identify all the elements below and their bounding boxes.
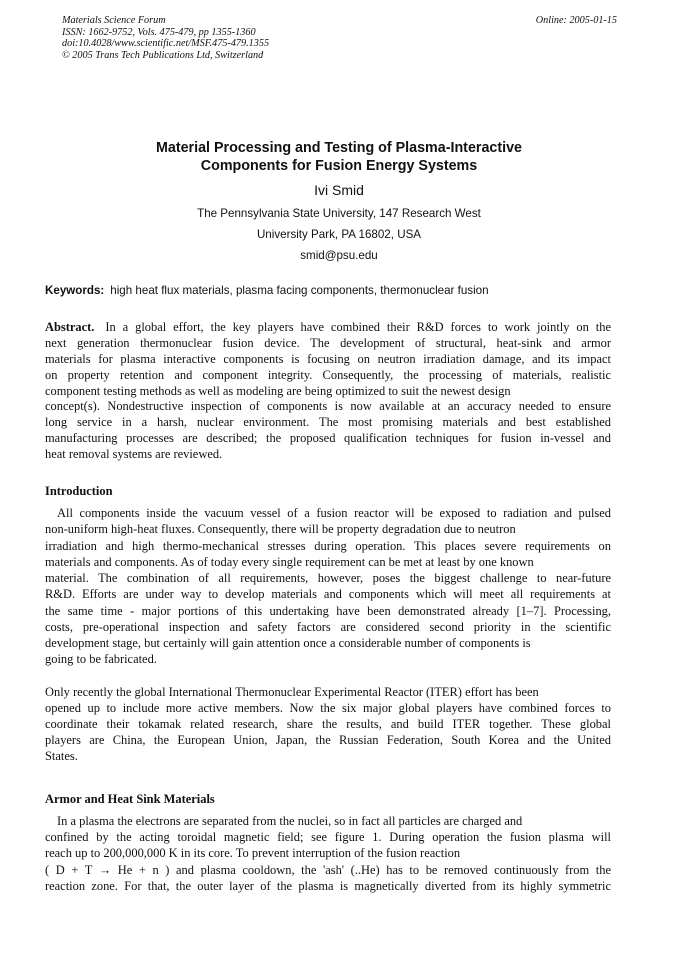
affiliation-line-1: The Pennsylvania State University, 147 Research West: [197, 207, 481, 220]
armor-line: reach up to 200,000,000 K in its core. To prevent interruption of the fusion reaction: [45, 846, 461, 861]
abstract-line: heat removal systems are reviewed.: [45, 447, 223, 462]
abstract-line: manufacturing processes are described; the proposed qualification techniques for fusion in-vessel and: [45, 431, 611, 446]
intro-line: R&D. Efforts are under way to develop materials and components which will meet all requirements at: [45, 587, 611, 602]
intro-line: materials and components. As of today every single requirement can be met at least by one known: [45, 554, 534, 569]
intro-line: coordinate their tokamak related research, share the results, and build ITER together. These global: [45, 716, 611, 731]
abstract-line: on property retention and component integrity. Consequently, the processing of materials, realistic: [45, 367, 611, 382]
armor-paragraph: [45, 813, 611, 894]
doi: doi:10.4028/www.scientific.net/MSF.475-479.1355: [62, 38, 270, 50]
armor-line: ( D + T → He + n ) and plasma cooldown, the 'ash' (..He) has to be removed continuously from the: [45, 862, 611, 877]
intro-line: development stage, but certainly will gain attention once a considerable number of components is: [45, 636, 531, 650]
author-email: smid@psu.edu: [300, 249, 378, 262]
intro-line: the same time - major portions of this undertaking have been demonstrated already [1–7]. Processing,: [45, 603, 611, 618]
online-date: Online: 2005-01-15: [535, 15, 617, 26]
abstract-label: Abstract.: [45, 320, 95, 334]
abstract-line: component testing methods as well as modeling are being optimized to suit the newest design: [45, 383, 511, 398]
intro-line: opened up to include more active members. Now the six major global players have combined forces to: [45, 700, 611, 715]
armor-line: reaction zone. For that, the outer layer of the plasma is magnetically diverted from its highly symmetric: [45, 878, 611, 893]
intro-paragraph-2: [45, 685, 611, 764]
keywords: [45, 284, 645, 297]
affiliation-line-2: University Park, PA 16802, USA: [256, 228, 422, 241]
abstract-line: next generation thermonuclear fusion device. The development of structural, heat-sink and armor: [45, 335, 611, 350]
intro-line: States.: [45, 748, 78, 763]
abstract: [45, 320, 611, 463]
intro-line: going to be fabricated.: [45, 652, 157, 667]
armor-line: confined by the acting toroidal magnetic field; see figure 1. During operation the fusion plasma will: [45, 830, 611, 845]
title-line-1: Material Processing and Testing of Plasma-Interactive: [155, 140, 522, 156]
keywords-text: high heat flux materials, plasma facing components, thermonuclear fusion: [110, 284, 489, 297]
intro-line: irradiation and high thermo-mechanical stresses during operation. This places severe requirements on: [45, 538, 611, 553]
intro-line: All components inside the vacuum vessel of a fusion reactor will be exposed to radiation and pulsed: [57, 506, 611, 520]
copyright: © 2005 Trans Tech Publications Ltd, Switzerland: [62, 50, 264, 62]
abstract-line: long service in a harsh, nuclear environment. The most promising materials and best established: [45, 415, 611, 430]
armor-line: In a plasma the electrons are separated from the nuclei, so in fact all particles are charged and: [57, 814, 523, 828]
paper-title: [0, 139, 678, 175]
intro-line: players are China, the European Union, Japan, the Russian Federation, South Korea and the United: [45, 732, 611, 747]
intro-line: non-uniform high-heat fluxes. Consequently, there will be property degradation due to neutron: [45, 522, 516, 537]
intro-line: material. The combination of all requirements, however, poses the biggest challenge to near-future: [45, 571, 611, 585]
intro-paragraph-1: [45, 505, 611, 668]
intro-line: Only recently the global International Thermonuclear Experimental Reactor (ITER) effort has been: [45, 685, 539, 699]
journal-name: Materials Science Forum: [62, 15, 166, 26]
issn: ISSN: 1662-9752, Vols. 475-479, pp 1355-1360: [62, 26, 256, 38]
abstract-line: materials for plasma interactive components is focusing on neutron irradiation damage, and its impact: [45, 351, 611, 366]
abstract-line: In a global effort, the key players have combined their R&D forces to work jointly on the: [105, 320, 612, 334]
keywords-label: Keywords:: [45, 284, 105, 297]
journal-header: [62, 15, 617, 62]
author-name: Ivi Smid: [314, 182, 364, 198]
section-heading-armor: Armor and Heat Sink Materials: [45, 792, 215, 806]
intro-line: costs, pre-operational inspection and safety factors are considered second priority in the scientific: [45, 619, 611, 634]
abstract-line: concept(s). Nondestructive inspection of components is now available at an accuracy needed to ensure: [45, 399, 611, 414]
title-line-2: Components for Fusion Energy Systems: [200, 158, 478, 174]
section-heading-introduction: Introduction: [45, 484, 113, 498]
